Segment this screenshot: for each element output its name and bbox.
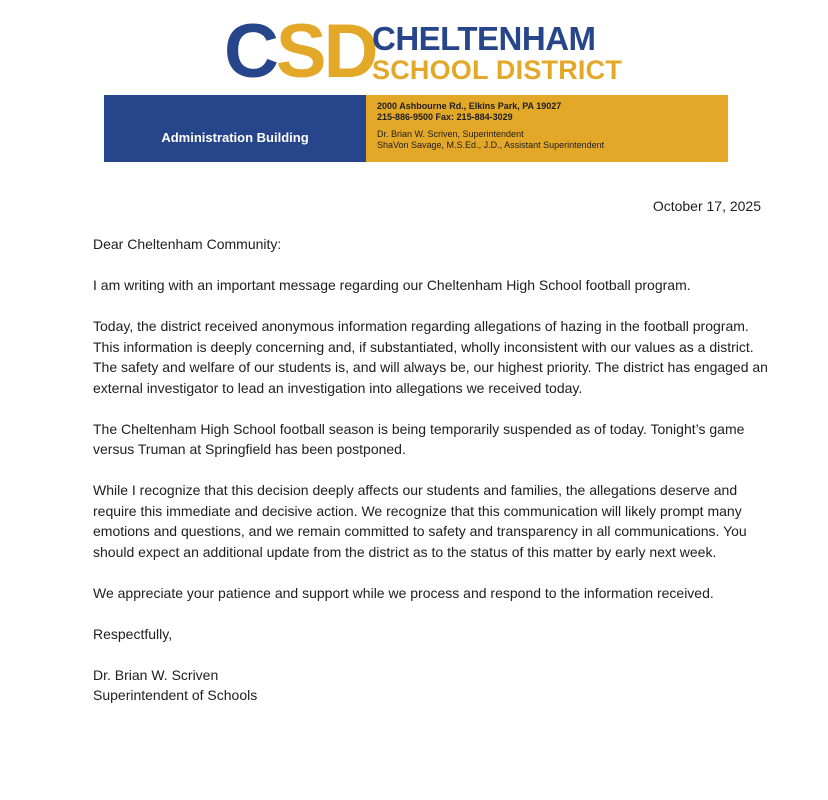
banner-phone-fax: 215-886-9500 Fax: 215-884-3029 <box>377 112 513 122</box>
signer-title: Superintendent of Schools <box>93 687 258 703</box>
letter-paragraph: We appreciate your patience and support while we process and respond to the information received. <box>93 584 714 601</box>
letter-body <box>93 196 773 706</box>
letter-paragraph: I am writing with an important message regarding our Cheltenham High School football program. <box>93 277 691 293</box>
letterhead-banner <box>104 95 728 162</box>
letter-salutation: Dear Cheltenham Community: <box>93 236 282 252</box>
logo-initial-c: C <box>224 9 276 94</box>
logo-initials <box>224 9 376 94</box>
letter-closing: Respectfully, <box>93 625 173 642</box>
banner-superintendent: Dr. Brian W. Scriven, Superintendent <box>377 129 524 139</box>
signer-name: Dr. Brian W. Scriven <box>93 666 219 683</box>
letter-paragraph: While I recognize that this decision deeply affects our students and families, the allegations deserve and require this immediate and decisive action. We recognize that this communication will likely prompt many emotions and questions, and we remain committed to safety and transparency in all communications. You should expect an additional update from the district as to the status of this matter by early next week. <box>93 482 747 560</box>
banner-assistant-superintendent: ShaVon Savage, M.S.Ed., J.D., Assistant Superintendent <box>377 140 605 150</box>
banner-building-label: Administration Building <box>104 95 366 162</box>
logo-wordmark <box>372 22 622 84</box>
letter-paragraph: The Cheltenham High School football season is being temporarily suspended as of today. Tonight’s game versus Truman at Springfield has been postponed. <box>93 420 745 457</box>
logo-name-line1: CHELTENHAM <box>372 20 596 57</box>
banner-contact-info <box>366 95 728 162</box>
banner-address: 2000 Ashbourne Rd., Elkins Park, PA 19027 <box>377 101 562 111</box>
logo-name-line2: SCHOOL DISTRICT <box>372 55 623 85</box>
logo-initial-d: D <box>323 9 376 94</box>
letter-paragraph: Today, the district received anonymous information regarding allegations of hazing in the football program. This information is deeply concerning and, if substantiated, wholly inconsistent with our values as a district. The safety and welfare of our students is, and will always be, our highest priority. The district has engaged an external investigator to lead an investigation into allegations we received today. <box>93 318 768 396</box>
letter-date: October 17, 2025 <box>652 198 761 214</box>
logo-initial-s: S <box>275 9 324 94</box>
